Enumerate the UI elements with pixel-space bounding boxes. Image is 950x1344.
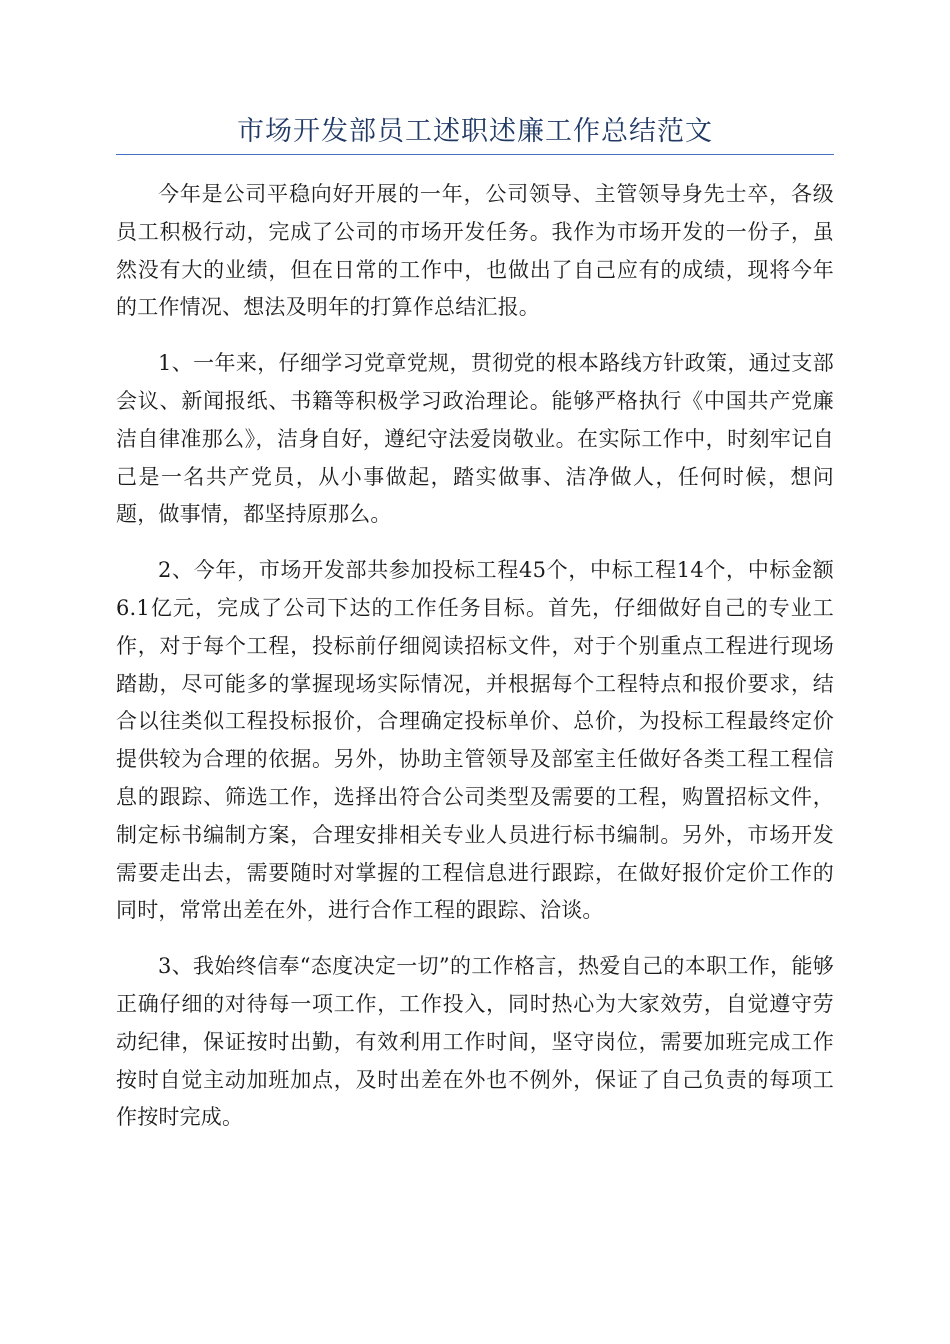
paragraph-1: 1、一年来，仔细学习党章党规，贯彻党的根本路线方针政策，通过支部会议、新闻报纸、书籍等积极学习政治理论。能够严格执行《中国共产党廉洁自律准那么》，洁身自好，遵纪守法爱岗敬业。在实际工作中，时刻牢记自己是一名共产党员，从小事做起，踏实做事、洁净做人，任何时候，想问题，做事情，都坚持原那么。 <box>116 351 834 527</box>
paragraph-2: 2、今年，市场开发部共参加投标工程45个，中标工程14个，中标金额6.1亿元，完成了公司下达的工作任务目标。首先，仔细做好自己的专业工作，对于每个工程，投标前仔细阅读招标文件，对于个别重点工程进行现场踏勘，尽可能多的掌握现场实际情况，并根据每个工程特点和报价要求，结合以往类似工程投标报价，合理确定投标单价、总价，为投标工程最终定价提供较为合理的依据。另外，协助主管领导及部室主任做好各类工程工程信息的跟踪、筛选工作，选择出符合公司类型及需要的工程，购置招标文件，制定标书编制方案，合理安排相关专业人员进行标书编制。另外，市场开发需要走出去，需要随时对掌握的工程信息进行跟踪，在做好报价定价工作的同时，常常出差在外，进行合作工程的跟踪、洽谈。 <box>116 558 834 923</box>
title-underline <box>116 154 834 155</box>
document-title: 市场开发部员工述职述廉工作总结范文 <box>237 116 713 147</box>
document-body <box>116 176 834 1155</box>
intro-paragraph: 今年是公司平稳向好开展的一年，公司领导、主管领导身先士卒，各级员工积极行动，完成了公司的市场开发任务。我作为市场开发的一份子，虽然没有大的业绩，但在日常的工作中，也做出了自己应有的成绩，现将今年的工作情况、想法及明年的打算作总结汇报。 <box>116 182 834 320</box>
paragraph-3: 3、我始终信奉“态度决定一切”的工作格言，热爱自己的本职工作，能够正确仔细的对待每一项工作，工作投入，同时热心为大家效劳，自觉遵守劳动纪律，保证按时出勤，有效利用工作时间，坚守岗位，需要加班完成工作按时自觉主动加班加点，及时出差在外也不例外，保证了自己负责的每项工作按时完成。 <box>116 954 834 1130</box>
